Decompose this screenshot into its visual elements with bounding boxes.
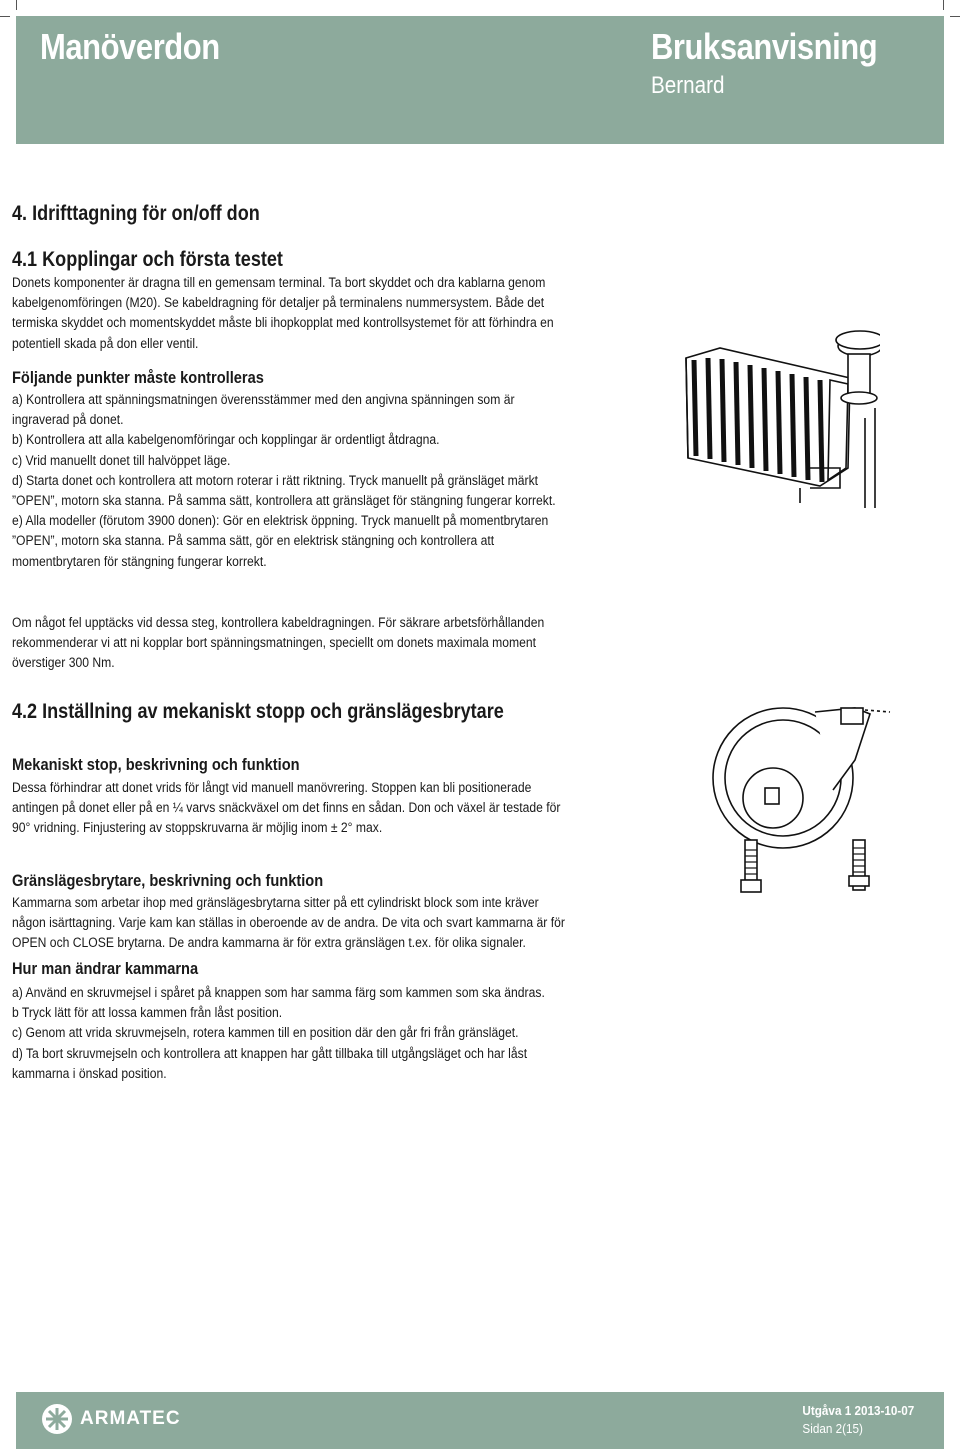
paragraph-line: antingen på donet eller på en ¼ varvs snäckväxel om det finns en sådan. Don och växel är testade för [12, 800, 561, 816]
logo-wordmark: ARMATEC [80, 1408, 181, 1429]
crop-mark [0, 16, 10, 17]
checklist [12, 390, 633, 572]
page-number: Sidan 2(15) [802, 1421, 863, 1436]
subsection-heading: 4.1 Kopplingar och första testet [12, 248, 283, 271]
list-item: b Tryck lätt för att lossa kammen från låst position. [12, 1005, 283, 1021]
footer-info [802, 1402, 914, 1438]
list-item: a) Kontrollera att spänningsmatningen överensstämmer med den angivna spänningen som är [12, 392, 515, 407]
paragraph-line: någon isärttagning. Varje kam kan ställas in oberoende av de andra. De vita och svart kammarna är för [12, 915, 565, 931]
list-item: c) Genom att vrida skruvmejseln, rotera kammen till en position där den går fri från gränsläget. [12, 1025, 519, 1041]
fault-paragraph [12, 613, 633, 674]
list-item: d) Ta bort skruvmejseln och kontrollera att knappen har gått tillbaka till utgångsläget och har låst [12, 1045, 528, 1061]
header-band [16, 16, 944, 144]
crop-mark [943, 0, 944, 10]
product-name: Bernard [650, 72, 725, 99]
checklist-heading: Följande punkter måste kontrolleras [12, 368, 264, 387]
paragraph-line: kabelgenomföringen (M20). Se kabeldragning för detaljer på terminalens nummersystem. Både det [12, 295, 545, 311]
list-item: momentbrytaren för stängning fungerar korrekt. [12, 553, 267, 569]
header-right [651, 26, 914, 100]
crop-mark [16, 0, 17, 10]
list-item: ingraverad på donet. [12, 412, 124, 428]
document-type-title: Bruksanvisning [650, 26, 878, 67]
mechanical-stop-heading: Mekaniskt stop, beskrivning och funktion [12, 755, 300, 774]
limit-switch-heading: Gränslägesbrytare, beskrivning och funktion [12, 871, 324, 890]
document-category-title: Manöverdon [40, 26, 220, 67]
limit-switch-paragraph [12, 893, 633, 954]
list-item: b) Kontrollera att alla kabelgenomföringar och kopplingar är ordentligt åtdragna. [12, 432, 440, 448]
intro-paragraph [12, 273, 633, 354]
section-heading: 4. Idrifttagning för on/off don [12, 202, 260, 225]
paragraph-line: Kammarna som arbetar ihop med gränslägesbrytarna sitter på ett cylindriskt block som inte kräver [12, 895, 539, 910]
crop-mark [950, 16, 960, 17]
paragraph-line: OPEN och CLOSE brytarna. De andra kammarna är för extra gränslägen t.ex. för olika signaler. [12, 935, 526, 951]
paragraph-line: överstiger 300 Nm. [12, 655, 115, 671]
list-item: a) Använd en skruvmejsel i spåret på knappen som har samma färg som kammen som ska ändras. [12, 985, 545, 1000]
paragraph-line: termiska skyddet och momentskyddet måste bli ihopkopplat med kontrollsystemet för att förhindra en [12, 315, 554, 331]
mechanical-stop-paragraph [12, 778, 633, 839]
list-item: ”OPEN”, motorn ska stanna. På samma sätt, gör en elektrisk stängning och kontrollera att [12, 533, 495, 549]
edition-date: Utgåva 1 2013-10-07 [802, 1403, 914, 1418]
list-item: c) Vrid manuellt donet till halvöppet läge. [12, 452, 231, 468]
subsection-heading: 4.2 Inställning av mekaniskt stopp och gränslägesbrytare [12, 700, 504, 723]
list-item: d) Starta donet och kontrollera att motorn roterar i rätt riktning. Tryck manuellt på gränsläget märkt [12, 472, 539, 488]
footer-band [16, 1392, 944, 1449]
paragraph-line: Donets komponenter är dragna till en gemensam terminal. Ta bort skyddet och dra kablarna genom [12, 275, 546, 290]
list-item: kammarna i önskad position. [12, 1065, 167, 1081]
paragraph-line: Dessa förhindrar att donet vrids för långt vid manuell manövrering. Stoppen kan bli positionerade [12, 780, 532, 795]
company-logo [42, 1404, 181, 1434]
paragraph-line: rekommenderar vi att ni kopplar bort spänningsmatningen, speciellt om donets maximala moment [12, 635, 537, 651]
list-item: e) Alla modeller (förutom 3900 donen): Gör en elektrisk öppning. Tryck manuellt på momentbrytaren [12, 513, 549, 529]
paragraph-line: potentiell skada på don eller ventil. [12, 335, 199, 351]
cam-change-heading: Hur man ändrar kammarna [12, 959, 199, 978]
paragraph-line: 90° vridning. Finjustering av stoppskruvarna är möjlig inom ± 2° max. [12, 820, 383, 836]
logo-mark-icon [42, 1404, 72, 1434]
cam-change-list [12, 983, 633, 1084]
paragraph-line: Om något fel upptäcks vid dessa steg, kontrollera kabeldragningen. För säkrare arbetsförhållanden [12, 615, 545, 630]
list-item: ”OPEN”, motorn ska stanna. På samma sätt, kontrollera att gränsläget för stängning fungerar korrekt. [12, 493, 556, 509]
mechanical-stop-illustration [705, 700, 895, 900]
terminal-block-illustration [680, 318, 880, 513]
